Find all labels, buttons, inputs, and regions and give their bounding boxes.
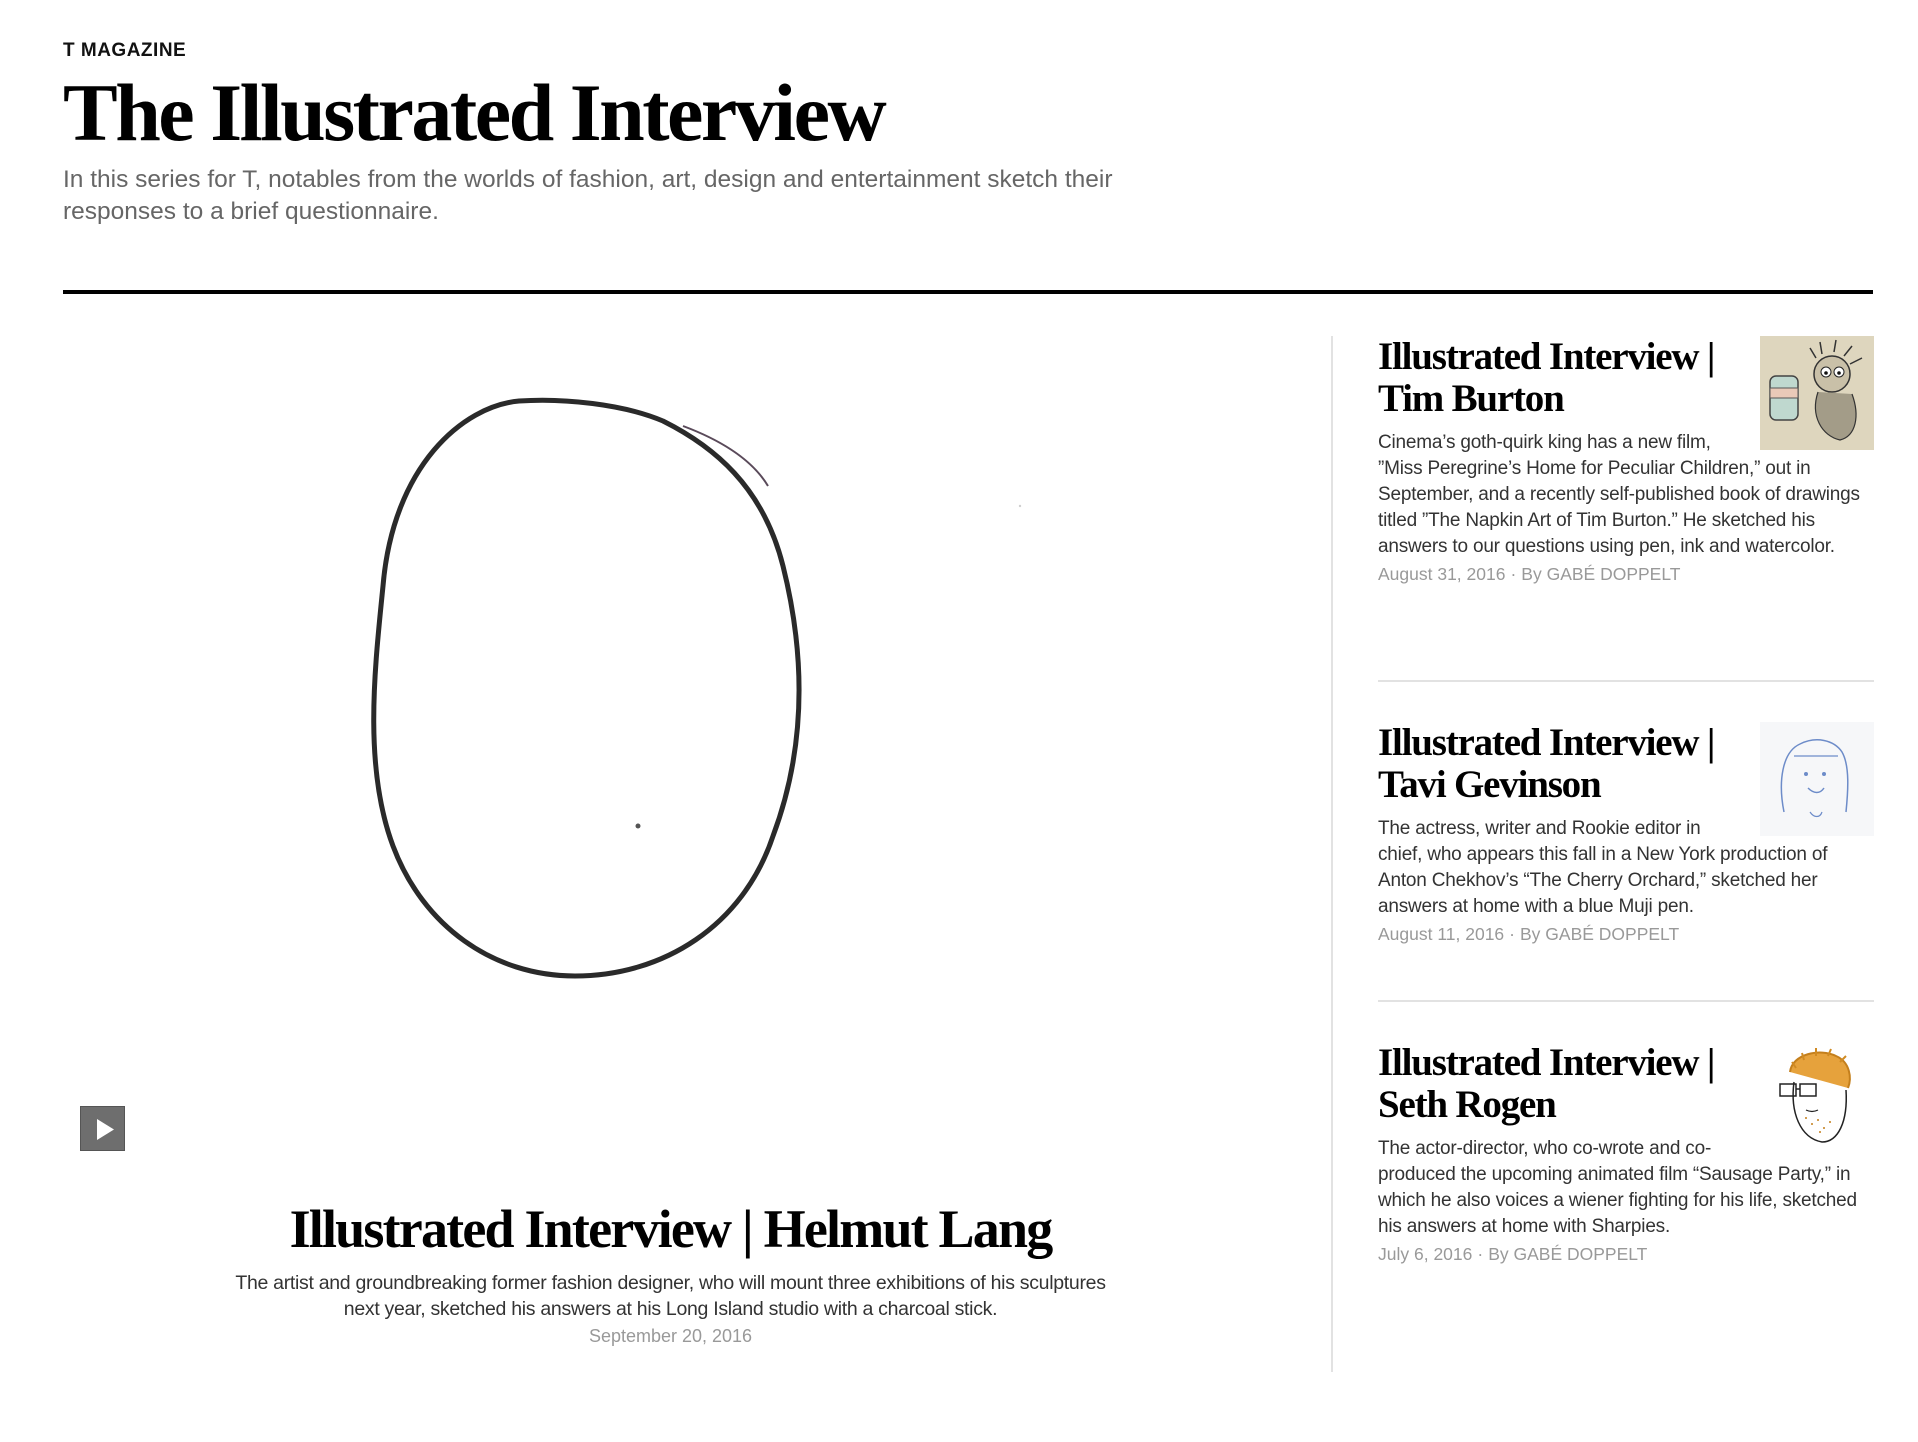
column-divider <box>1331 336 1333 1372</box>
play-icon <box>81 1107 126 1152</box>
story-thumbnail[interactable] <box>1760 1042 1874 1156</box>
story-summary: The actor-director, who co-wrote and co-produced the upcoming animated film “Sausage Party,” in which he also voices a wiener fighting for his life, sketched his answers at home with Sharpies. <box>1378 1138 1857 1237</box>
list-item[interactable] <box>1378 682 1874 1002</box>
story-summary: Cinema’s goth-quirk king has a new film, ”Miss Peregrine’s Home for Peculiar Children,” out in September, and a recently self-published book of drawings titled ”The Napkin Art of Tim Burton.” He sketched his answers to our questions using pen, ink and watercolor. <box>1378 432 1860 557</box>
section-kicker[interactable]: T MAGAZINE <box>63 40 187 61</box>
list-item[interactable] <box>1378 336 1874 682</box>
story-headline[interactable]: Illustrated Interview | Tim Burton <box>1378 335 1715 420</box>
story-list <box>1378 336 1874 1348</box>
story-byline: By GABÉ DOPPELT <box>1488 1244 1648 1264</box>
play-button[interactable] <box>80 1106 125 1151</box>
story-headline[interactable]: Illustrated Interview | Tavi Gevinson <box>1378 721 1715 806</box>
story-date: August 31, 2016 <box>1378 564 1506 584</box>
lede-video[interactable] <box>63 336 1278 1186</box>
story-thumbnail[interactable] <box>1760 722 1874 836</box>
header-rule <box>63 290 1873 294</box>
lede-headline[interactable]: Illustrated Interview | Helmut Lang <box>289 1199 1052 1259</box>
page-header <box>63 40 1883 228</box>
story-meta: August 11, 2016 · By GABÉ DOPPELT <box>1378 924 1680 944</box>
story-thumbnail[interactable] <box>1760 336 1874 450</box>
story-summary: The actress, writer and Rookie editor in chief, who appears this fall in a New York production of Anton Chekhov’s “The Cherry Orchard,” sketched her answers at home with a blue Muji pen. <box>1378 818 1828 917</box>
lede-text <box>233 1198 1108 1348</box>
story-byline: By GABÉ DOPPELT <box>1520 924 1680 944</box>
page-dek: In this series for T, notables from the worlds of fashion, art, design and entertainment sketch their responses to a brief questionnaire. <box>63 166 1113 225</box>
story-byline: By GABÉ DOPPELT <box>1521 564 1681 584</box>
story-meta: July 6, 2016 · By GABÉ DOPPELT <box>1378 1244 1648 1264</box>
story-date: August 11, 2016 <box>1378 924 1505 944</box>
story-headline[interactable]: Illustrated Interview | Seth Rogen <box>1378 1041 1715 1126</box>
page-title: The Illustrated Interview <box>63 67 885 158</box>
story-meta: August 31, 2016 · By GABÉ DOPPELT <box>1378 564 1681 584</box>
lede-story[interactable] <box>63 336 1278 1376</box>
list-item[interactable] <box>1378 1002 1874 1348</box>
lede-summary: The artist and groundbreaking former fashion designer, who will mount three exhibitions of his sculptures next year, sketched his answers at his Long Island studio with a charcoal stick. <box>235 1272 1106 1320</box>
story-date: July 6, 2016 <box>1378 1244 1473 1264</box>
lede-date: September 20, 2016 <box>588 1326 753 1346</box>
charcoal-circle-drawing <box>63 336 1278 1186</box>
